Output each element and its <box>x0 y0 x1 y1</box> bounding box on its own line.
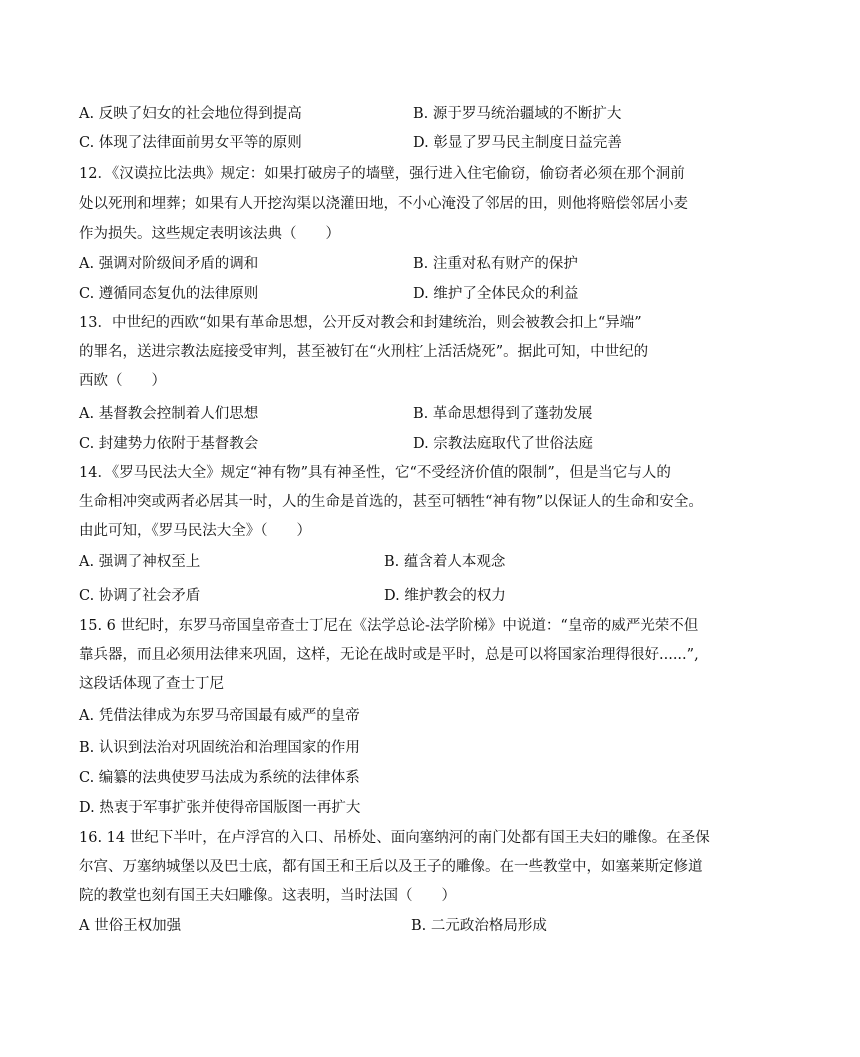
q14-stem-line-1: 14．《罗马民法大全》规定“神有物”具有神圣性，它“不受经济价值的限制”，但是当它与人的 <box>79 465 671 481</box>
q15-stem-line-3: 这段话体现了查士丁尼 <box>79 676 224 692</box>
q16-option-b[interactable]: B. 二元政治格局形成 <box>411 918 547 934</box>
q12-stem-line-3: 作为损失。这些规定表明该法典（ ） <box>79 226 340 242</box>
q13-stem-line-3: 西欧（ ） <box>79 373 166 389</box>
q12-stem-line-1: 12．《汉谟拉比法典》规定：如果打破房子的墙壁，强行进入住宅偷窃，偷窃者必须在那个洞前 <box>79 166 685 182</box>
q13-stem-line-1: 13．中世纪的西欧“如果有革命思想，公开反对教会和封建统治，则会被教会扣上“异端” <box>79 315 642 331</box>
q12-option-d[interactable]: D. 维护了全体民众的利益 <box>413 286 579 302</box>
q11-option-c[interactable]: C. 体现了法律面前男女平等的原则 <box>79 135 302 151</box>
q12-option-b[interactable]: B. 注重对私有财产的保护 <box>413 256 578 272</box>
q13-option-c[interactable]: C. 封建势力依附于基督教会 <box>79 436 259 452</box>
q15-stem-line-2: 靠兵器，而且必须用法律来巩固，这样，无论在战时或是平时，总是可以将国家治理得很好......”, <box>79 647 699 663</box>
q16-stem-line-3: 院的教堂也刻有国王夫妇雕像。这表明，当时法国（ ） <box>79 888 456 904</box>
q13-option-d[interactable]: D. 宗教法庭取代了世俗法庭 <box>413 436 593 452</box>
q13-stem-line-2: 的罪名，送进宗教法庭接受审判，甚至被钉在“火刑柱′上活活烧死”。据此可知，中世纪的 <box>79 344 649 360</box>
q15-option-d[interactable]: D. 热衷于军事扩张并使得帝国版图一再扩大 <box>79 800 361 816</box>
q13-option-b[interactable]: B. 革命思想得到了蓬勃发展 <box>413 406 593 422</box>
q12-option-c[interactable]: C. 遵循同态复仇的法律原则 <box>79 286 259 302</box>
q15-stem-line-1: 15. 6 世纪时，东罗马帝国皇帝查士丁尼在《法学总论-法学阶梯》中说道：“皇帝的威严光荣不但 <box>79 618 699 634</box>
q15-option-a[interactable]: A. 凭借法律成为东罗马帝国最有威严的皇帝 <box>79 708 360 724</box>
q16-stem-line-1: 16. 14 世纪下半叶，在卢浮宫的入口、吊桥处、面向塞纳河的南门处都有国王夫妇的雕像。在圣保 <box>79 830 710 846</box>
q16-option-a[interactable]: A 世俗王权加强 <box>79 918 182 934</box>
q11-option-d[interactable]: D. 彰显了罗马民主制度日益完善 <box>413 135 622 151</box>
q14-stem-line-3: 由此可知，《罗马民法大全》（ ） <box>79 523 311 539</box>
q11-option-b[interactable]: B. 源于罗马统治疆域的不断扩大 <box>413 106 622 122</box>
q11-option-a[interactable]: A. 反映了妇女的社会地位得到提高 <box>79 106 302 122</box>
q12-stem-line-2: 处以死刑和埋葬；如果有人开挖沟渠以浇灌田地，不小心淹没了邻居的田，则他将赔偿邻居小麦 <box>79 196 688 212</box>
q14-option-b[interactable]: B. 蕴含着人本观念 <box>384 554 506 570</box>
q14-option-a[interactable]: A. 强调了神权至上 <box>79 554 201 570</box>
q14-option-c[interactable]: C. 协调了社会矛盾 <box>79 588 201 604</box>
q12-option-a[interactable]: A. 强调对阶级间矛盾的调和 <box>79 256 259 272</box>
q13-option-a[interactable]: A. 基督教会控制着人们思想 <box>79 406 259 422</box>
q15-option-c[interactable]: C. 编纂的法典使罗马法成为系统的法律体系 <box>79 770 360 786</box>
q14-option-d[interactable]: D. 维护教会的权力 <box>384 588 506 604</box>
q14-stem-line-2: 生命相冲突或两者必居其一时，人的生命是首选的，甚至可牺牲“神有物”以保证人的生命和安全。 <box>79 494 703 510</box>
q15-option-b[interactable]: B. 认识到法治对巩固统治和治理国家的作用 <box>79 740 360 756</box>
q16-stem-line-2: 尔宫、万塞纳城堡以及巴士底，都有国王和王后以及王子的雕像。在一些教堂中，如塞莱斯定修道 <box>79 859 703 875</box>
